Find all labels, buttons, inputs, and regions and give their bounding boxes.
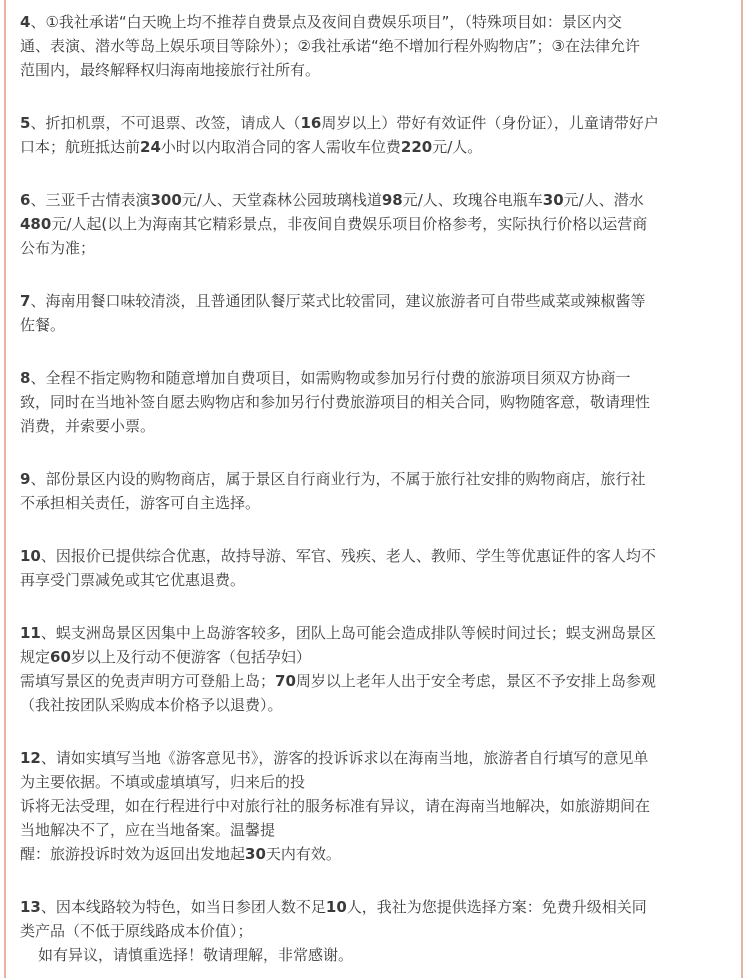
note-line — [20, 794, 727, 818]
note-line — [20, 693, 727, 717]
note-line — [20, 135, 727, 159]
note-number: 13 — [20, 898, 41, 916]
note-highlight: 30 — [542, 191, 564, 209]
note-line — [20, 212, 727, 236]
note-text: 口本；航班抵达前 — [20, 138, 141, 156]
note-line — [20, 34, 727, 58]
note-item-4 — [20, 10, 727, 82]
note-text: 如有异议，请慎重选择！敬请理解，非常感谢。 — [38, 946, 354, 964]
note-line — [20, 491, 727, 515]
note-line — [20, 943, 727, 967]
note-line — [20, 313, 727, 337]
note-text: 再享受门票减免或其它优惠退费。 — [20, 571, 246, 589]
note-text: 、蜈支洲岛景区因集中上岛游客较多，团队上岛可能会造成排队等候时间过长；蜈支洲岛景区 — [40, 624, 656, 642]
note-text: 需填写景区的免责声明方可登船上岛； — [20, 672, 276, 690]
note-highlight: 98 — [381, 191, 403, 209]
note-line — [20, 770, 727, 794]
note-line — [20, 390, 727, 414]
note-line — [20, 10, 727, 34]
note-line — [20, 568, 727, 592]
note-line — [20, 467, 727, 491]
note-item-12 — [20, 746, 727, 866]
note-text: 、请如实填写当地《游客意见书》，游客的投诉诉求以在海南当地，旅游者自行填写的意见单 — [40, 749, 649, 767]
note-line — [20, 621, 727, 645]
note-text: 通、表演、潜水等岛上娱乐项目等除外）；②我社承诺“绝不增加行程外购物店”；③在法律允许 — [20, 37, 640, 55]
note-text: 不承担相关责任，游客可自主选择。 — [20, 494, 261, 512]
note-item-5 — [20, 111, 727, 159]
note-line — [20, 746, 727, 770]
note-highlight: 480 — [20, 215, 52, 233]
note-item-10 — [20, 544, 727, 592]
note-text: 为主要依据。不填或虚填填写，归来后的投 — [20, 773, 306, 791]
note-item-6 — [20, 188, 727, 260]
note-number: 9 — [20, 470, 31, 488]
note-number: 11 — [20, 624, 41, 642]
note-line — [20, 236, 727, 260]
note-highlight: 220 — [400, 138, 433, 156]
note-text: 范围内，最终解释权归海南地接旅行社所有。 — [20, 61, 321, 79]
note-highlight: 300 — [150, 191, 182, 209]
notes-list — [6, 0, 741, 967]
note-line — [20, 58, 727, 82]
note-text: 元/人起(以上为海南其它精彩景点，非夜间自费娱乐项目价格参考，实际执行价格以运营商 — [51, 215, 648, 233]
note-text: （我社按团队采购成本价格予以退费）。 — [20, 696, 283, 714]
note-line — [20, 366, 727, 390]
note-item-8 — [20, 366, 727, 438]
note-text: 、折扣机票，不可退票、改签，请成人（ — [30, 114, 301, 132]
note-text: 、全程不指定购物和随意增加自费项目，如需购物或参加另行付费的旅游项目须双方协商一 — [30, 369, 631, 387]
note-text: 、海南用餐口味较清淡，且普通团队餐厅菜式比较雷同，建议旅游者可自带些咸菜或辣椒酱等 — [30, 292, 646, 310]
note-number: 8 — [20, 369, 31, 387]
note-text: 天内有效。 — [265, 845, 341, 863]
note-text: 周岁以上）带好有效证件（身份证），儿童请带好户 — [321, 114, 659, 132]
note-number: 10 — [20, 547, 41, 565]
note-highlight: 16 — [300, 114, 322, 132]
note-text: 佐餐。 — [20, 316, 66, 334]
note-text: 、因报价已提供综合优惠，故持导游、军官、残疾、老人、教师、学生等优惠证件的客人均不 — [40, 547, 656, 565]
note-item-11 — [20, 621, 727, 717]
note-number: 4 — [20, 13, 31, 31]
note-highlight: 10 — [325, 898, 347, 916]
note-item-9 — [20, 467, 727, 515]
note-line — [20, 414, 727, 438]
note-text: 消费，并索要小票。 — [20, 417, 156, 435]
note-number: 5 — [20, 114, 31, 132]
note-text: 人，我社为您提供选择方案：免费升级相关同 — [346, 898, 647, 916]
note-line — [20, 842, 727, 866]
note-text: 、因本线路较为特色，如当日参团人数不足 — [40, 898, 326, 916]
note-text: 致，同时在当地补签自愿去购物店和参加另行付费旅游项目的相关合同，购物随客意，敬请理性 — [20, 393, 651, 411]
note-text: 诉将无法受理，如在行程进行中对旅行社的服务标准有异议，请在海南当地解决，如旅游期间在 — [20, 797, 651, 815]
note-line — [20, 818, 727, 842]
note-text: 岁以上及行动不便游客（包括孕妇） — [70, 648, 311, 666]
note-text: 当地解决不了，应在当地备案。温馨提 — [20, 821, 276, 839]
note-number: 6 — [20, 191, 31, 209]
note-item-13 — [20, 895, 727, 967]
note-text: 、三亚千古情表演 — [30, 191, 151, 209]
note-number: 7 — [20, 292, 31, 310]
note-line — [20, 188, 727, 212]
note-item-7 — [20, 289, 727, 337]
note-highlight: 24 — [140, 138, 161, 156]
note-text: 元/人、潜水 — [563, 191, 644, 209]
note-text: 元/人。 — [432, 138, 483, 156]
note-line — [20, 289, 727, 313]
note-text: 、部份景区内设的购物商店，属于景区自行商业行为，不属于旅行社安排的购物商店，旅行社 — [30, 470, 646, 488]
note-text: 公布为准； — [20, 239, 96, 257]
note-text: 周岁以上老年人出于安全考虑，景区不予安排上岛参观 — [295, 672, 656, 690]
note-line — [20, 919, 727, 943]
document-frame — [4, 0, 743, 978]
note-text: 元/人、天堂森林公园玻璃栈道 — [181, 191, 382, 209]
note-line — [20, 111, 727, 135]
note-text: 醒：旅游投诉时效为返回出发地起 — [20, 845, 246, 863]
note-text: 元/人、玫瑰谷电瓶车 — [402, 191, 543, 209]
note-line — [20, 895, 727, 919]
note-text: 类产品（不低于原线路成本价值）； — [20, 922, 253, 940]
note-highlight: 60 — [50, 648, 71, 666]
note-highlight: 30 — [245, 845, 266, 863]
note-text: 小时以内取消合同的客人需收车位费 — [160, 138, 401, 156]
note-text: 、①我社承诺“白天晚上均不推荐自费景点及夜间自费娱乐项目”，（特殊项目如：景区内交 — [30, 13, 622, 31]
note-number: 12 — [20, 749, 41, 767]
note-line — [20, 669, 727, 693]
note-highlight: 70 — [275, 672, 296, 690]
note-text: 规定 — [20, 648, 51, 666]
note-line — [20, 544, 727, 568]
note-line — [20, 645, 727, 669]
